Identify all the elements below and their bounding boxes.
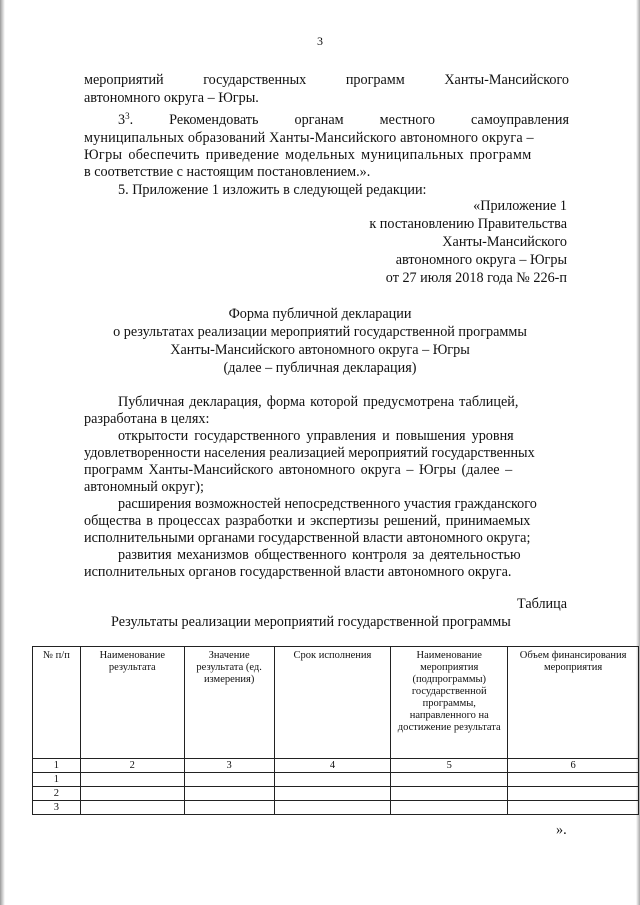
header-funding: Объем финансирования мероприятия (508, 647, 639, 759)
word: местного (379, 112, 436, 128)
word: государственных (203, 72, 307, 88)
goal1-line3: программ Ханты-Мансийского автономного округа – Югры (далее – (84, 462, 513, 478)
intro-line1: Публичная декларация, форма которой предусмотрена таблицей, (118, 394, 519, 410)
column-number: 5 (391, 759, 508, 773)
row-number: 3 (33, 801, 81, 815)
appendix-line5: от 27 июля 2018 года № 226-п (385, 270, 567, 286)
table-cell (80, 801, 184, 815)
table-cell (391, 801, 508, 815)
goal3-line1: развития механизмов общественного контроля за деятельностью (118, 547, 521, 563)
table-cell (508, 787, 639, 801)
word: самоуправления (471, 112, 570, 128)
form-title-line2: о результатах реализации мероприятий государственной программы (113, 324, 527, 340)
column-number: 3 (184, 759, 274, 773)
goal1-line4: автономный округ); (84, 479, 204, 495)
table-cell (274, 773, 391, 787)
appendix-line1: «Приложение 1 (473, 198, 567, 214)
results-table (32, 646, 639, 815)
header-result-value: Значение результата (ед. измерения) (184, 647, 274, 759)
header-number: № п/п (33, 647, 81, 759)
table-cell (80, 787, 184, 801)
table-title: Результаты реализации мероприятий государственной программы (111, 614, 511, 630)
table-header-row (33, 647, 639, 759)
appendix-line3: Ханты-Мансийского (442, 234, 567, 250)
para3: 5. Приложение 1 изложить в следующей редакции: (118, 182, 427, 198)
goal3-line2: исполнительных органов государственной власти автономного округа. (84, 564, 512, 580)
form-title-line3: Ханты-Мансийского автономного округа – Югры (170, 342, 470, 358)
word: Рекомендовать (169, 112, 259, 128)
appendix-line2: к постановлению Правительства (369, 216, 567, 232)
intro-line2: разработана в целях: (84, 411, 210, 427)
header-event-name: Наименование мероприятия (подпрограммы) государственной программы, направленного на достижение результата (391, 647, 508, 759)
para2-line2: муниципальных образований Ханты-Мансийского автономного округа – (84, 130, 534, 146)
column-number: 2 (80, 759, 184, 773)
table-label: Таблица (517, 596, 568, 612)
para1-line2: автономного округа – Югры. (84, 90, 259, 106)
header-result-name: Наименование результата (80, 647, 184, 759)
word: Ханты-Мансийского (444, 72, 570, 88)
table-cell (184, 773, 274, 787)
table-cell (391, 787, 508, 801)
row-number: 2 (33, 787, 81, 801)
table-cell (391, 773, 508, 787)
para2-number: $3^3$. (118, 111, 134, 128)
header-deadline: Срок исполнения (274, 647, 391, 759)
table-cell (508, 773, 639, 787)
table-row (33, 787, 639, 801)
row-number: 1 (33, 773, 81, 787)
page-number: 3 (317, 34, 323, 48)
goal1-line2: удовлетворенности населения реализацией мероприятий государственных (84, 445, 535, 461)
table-row (33, 801, 639, 815)
column-number: 1 (33, 759, 81, 773)
closing-quote: ». (556, 822, 567, 838)
column-number: 4 (274, 759, 391, 773)
para1-line1 (84, 72, 569, 89)
word: мероприятий (84, 72, 164, 88)
table-cell (80, 773, 184, 787)
table-row (33, 773, 639, 787)
column-number-row (33, 759, 639, 773)
goal2-line2: общества в процессах разработки и экспертизы решений, принимаемых (84, 513, 531, 529)
appendix-line4: автономного округа – Югры (395, 252, 567, 268)
para2-line1 (118, 112, 569, 129)
word: органам (294, 112, 344, 128)
table-cell (508, 801, 639, 815)
scan-left-edge (0, 0, 5, 905)
column-number: 6 (508, 759, 639, 773)
table-cell (274, 787, 391, 801)
goal1-line1: открытости государственного управления и повышения уровня (118, 428, 514, 444)
table-cell (274, 801, 391, 815)
goal2-line1: расширения возможностей непосредственного участия гражданского (118, 496, 537, 512)
word: программ (345, 72, 405, 88)
table-cell (184, 801, 274, 815)
table-cell (184, 787, 274, 801)
para2-line4: в соответствие с настоящим постановлением.». (84, 164, 371, 180)
goal2-line3: исполнительными органами государственной власти автономного округа; (84, 530, 531, 546)
form-title-line1: Форма публичной декларации (228, 306, 412, 322)
form-title-line4: (далее – публичная декларация) (223, 360, 417, 376)
para2-line3: Югры обеспечить приведение модельных муниципальных программ (84, 147, 532, 163)
